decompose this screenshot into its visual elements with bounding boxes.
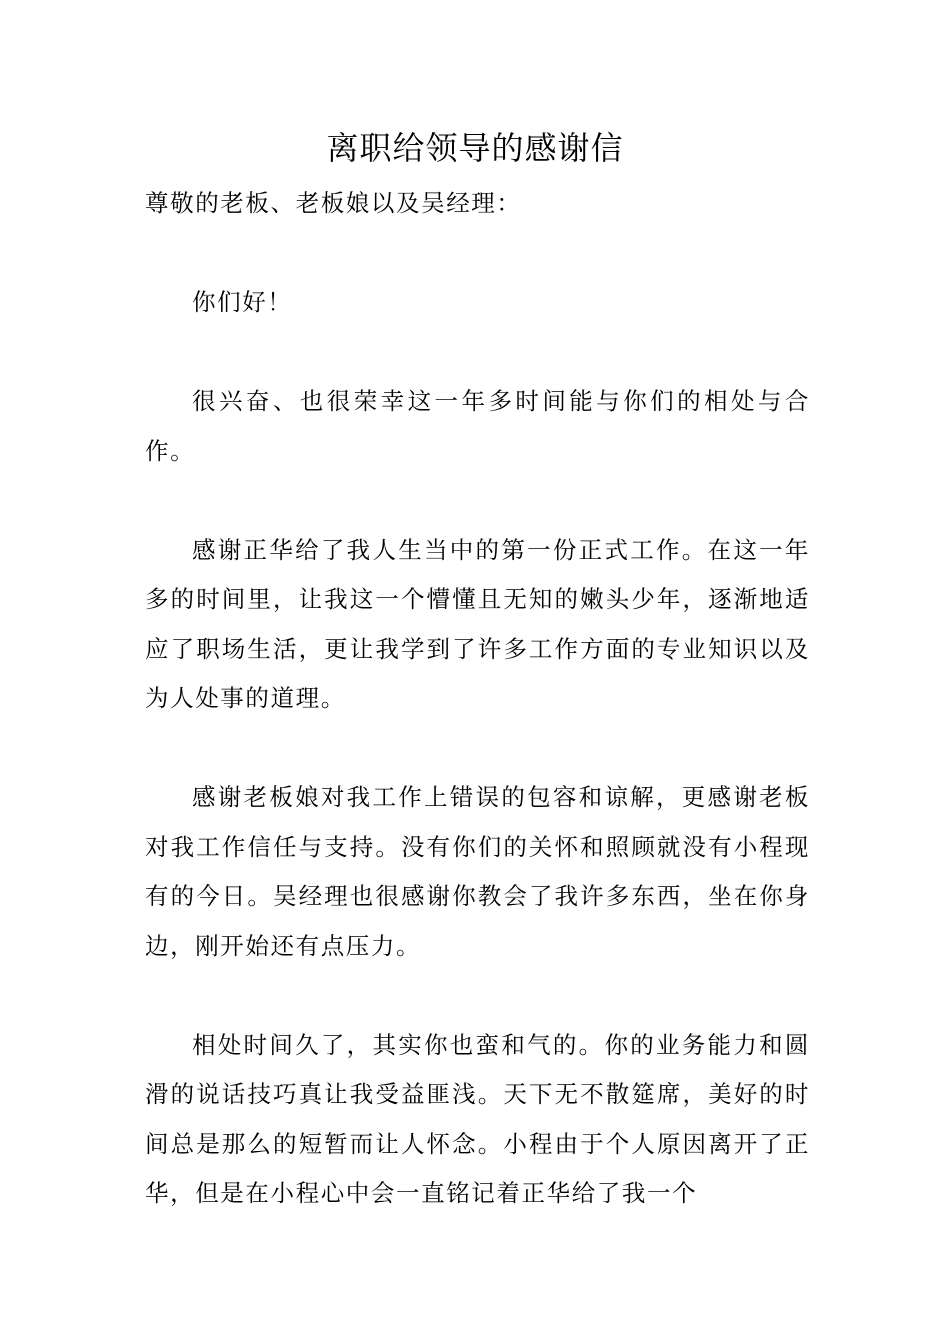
paragraph-cooperation: 很兴奋、也很荣幸这一年多时间能与你们的相处与合作。 — [145, 387, 810, 465]
paragraph-greeting: 你们好！ — [192, 288, 293, 316]
letter-body — [145, 179, 810, 1268]
paragraph-farewell: 相处时间久了，其实你也蛮和气的。你的业务能力和圆滑的说话技巧真让我受益匪浅。天下无不散筵席，美好的时间总是那么的短暂而让人怀念。小程由于个人原因离开了正华，但是在小程心中会一直铭记着正华给了我一个 — [145, 1030, 810, 1207]
document-title: 离职给领导的感谢信 — [326, 129, 624, 167]
paragraph-thanks-bosses: 感谢老板娘对我工作上错误的包容和谅解，更感谢老板对我工作信任与支持。没有你们的关怀和照顾就没有小程现有的今日。吴经理也很感谢你教会了我许多东西，坐在你身边，刚开始还有点压力。 — [145, 783, 810, 960]
paragraph-thanks-company: 感谢正华给了我人生当中的第一份正式工作。在这一年多的时间里，让我这一个懵懂且无知的嫩头少年，逐渐地适应了职场生活，更让我学到了许多工作方面的专业知识以及为人处事的道理。 — [145, 535, 810, 712]
salutation: 尊敬的老板、老板娘以及吴经理： — [145, 189, 522, 217]
